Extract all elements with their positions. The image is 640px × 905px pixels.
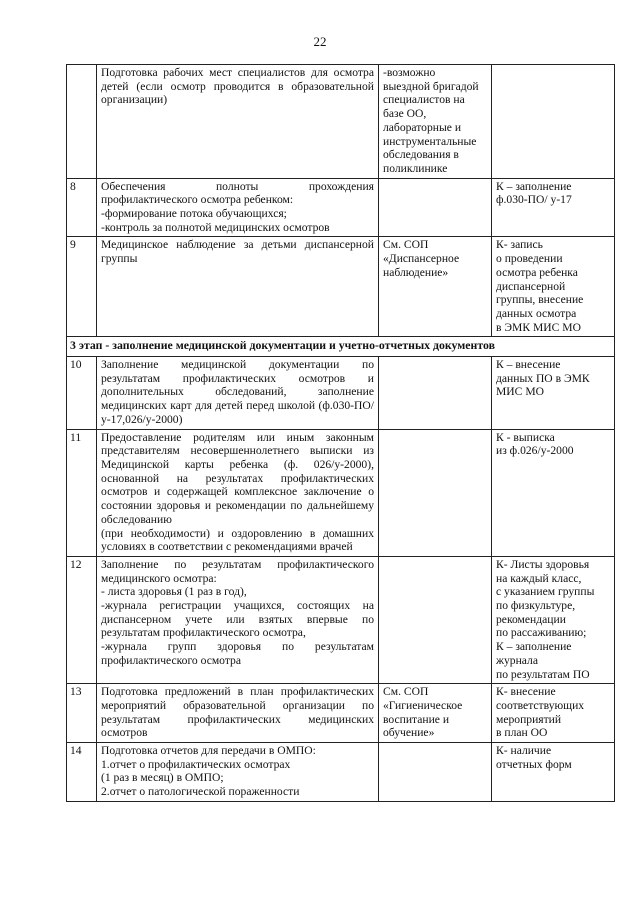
document-cell — [379, 65, 492, 179]
action-line: Подготовка предложений в план профилактических мероприятий образовательной организации по результатам профилактических медицинских осмотров — [101, 685, 374, 740]
control-cell — [492, 743, 615, 802]
control-cell — [492, 357, 615, 430]
control-line: К – заполнение — [496, 179, 572, 193]
action-line: Заполнение медицинской документации по результатам профилактических осмотров и дополнительных обследований, заполнение медицинских карт для детей перед школой (ф.030-ПО/у-17,026/у-2000) — [101, 358, 374, 426]
control-cell — [492, 237, 615, 337]
control-line: данных ПО в ЭМК — [496, 371, 590, 385]
control-line: из ф.026/у-2000 — [496, 444, 574, 458]
row-number: 13 — [67, 684, 97, 743]
document-line: См. СОП — [383, 238, 429, 252]
action-cell — [97, 178, 379, 237]
control-line: с указанием группы — [496, 585, 595, 599]
action-line: 1.отчет о профилактических осмотрах — [101, 757, 291, 771]
action-line: - листа здоровья (1 раз в год), — [101, 585, 247, 599]
row-number: 9 — [67, 237, 97, 337]
control-line: данных осмотра — [496, 306, 577, 320]
control-cell — [492, 178, 615, 237]
table-body-stage3 — [67, 357, 615, 802]
document-line: См. СОП — [383, 685, 429, 699]
document-line: воспитание и — [383, 712, 450, 726]
table-row — [67, 684, 615, 743]
document-line: обследования в — [383, 148, 459, 162]
control-line: в план ОО — [496, 726, 548, 740]
control-cell — [492, 429, 615, 556]
action-line: -журнала регистрации учащихся, состоящих на диспансерном учете или взятых впервые по результатам профилактического осмотра, — [101, 599, 374, 640]
control-line: осмотра ребенка — [496, 265, 578, 279]
control-line: К- запись — [496, 238, 543, 252]
control-line: К - выписка — [496, 430, 555, 444]
row-number: 8 — [67, 178, 97, 237]
document-line: лабораторные и — [383, 120, 462, 134]
action-cell — [97, 65, 379, 179]
action-line: -формирование потока обучающихся; — [101, 207, 287, 221]
document-line: «Гигиеническое — [383, 698, 463, 712]
control-line: рекомендации — [496, 612, 566, 626]
document-line: выездной бригадой — [383, 79, 479, 93]
action-line: Предоставление родителям или иным законным представителям несовершеннолетнего выписки из Медицинской карты ребенка (ф. 026/у-2000), основанной на результатах профилактических осмотров и содержащей комплексное заключение о состоянии здоровья и рекомендации по дальнейшему обследованию — [101, 430, 374, 526]
action-cell — [97, 743, 379, 802]
table-row — [67, 237, 615, 337]
action-line: 2.отчет о патологической пораженности — [101, 785, 300, 799]
action-line: Заполнение по результатам профилактического медицинского осмотра: — [101, 557, 374, 585]
stage-header-row — [67, 337, 615, 357]
control-line: К – заполнение — [496, 640, 572, 654]
document-cell — [379, 237, 492, 337]
action-cell — [97, 429, 379, 556]
action-cell — [97, 684, 379, 743]
row-number: 10 — [67, 357, 97, 430]
action-cell — [97, 556, 379, 683]
control-line: диспансерной — [496, 279, 566, 293]
control-line: на каждый класс, — [496, 571, 582, 585]
document-cell — [379, 556, 492, 683]
control-line: соответствующих — [496, 698, 585, 712]
control-line: ф.030-ПО/ у-17 — [496, 193, 572, 207]
table-row — [67, 65, 615, 179]
control-line: мероприятий — [496, 712, 562, 726]
control-line: по результатам ПО — [496, 667, 590, 681]
document-line: инструментальные — [383, 134, 477, 148]
row-number — [67, 65, 97, 179]
document-cell — [379, 178, 492, 237]
row-number: 14 — [67, 743, 97, 802]
document-line: наблюдение» — [383, 265, 449, 279]
control-line: К- внесение — [496, 685, 556, 699]
action-line: Подготовка отчетов для передачи в ОМПО: — [101, 744, 316, 758]
document-line: обучение» — [383, 726, 435, 740]
action-line: (при необходимости) и оздоровлению в домашних условиях в соответствии с рекомендациями врачей — [101, 526, 374, 554]
document-cell — [379, 743, 492, 802]
document-line: базе ОО, — [383, 107, 427, 121]
action-cell — [97, 237, 379, 337]
table-row — [67, 743, 615, 802]
action-line: (1 раз в месяц) в ОМПО; — [101, 771, 224, 785]
page-number: 22 — [313, 34, 327, 49]
control-line: в ЭМК МИС МО — [496, 320, 581, 334]
stage-3-header: 3 этап - заполнение медицинской документации и учетно-отчетных документов — [67, 337, 615, 357]
table-row — [67, 178, 615, 237]
document-line: специалистов на — [383, 93, 465, 107]
control-line: МИС МО — [496, 385, 544, 399]
action-cell — [97, 357, 379, 430]
control-line: К- наличие — [496, 744, 552, 758]
table-body-stage2 — [67, 65, 615, 337]
control-line: журнала — [496, 653, 538, 667]
table-row — [67, 357, 615, 430]
procedure-table — [66, 64, 615, 802]
action-line: -контроль за полнотой медицинских осмотров — [101, 220, 330, 234]
control-cell — [492, 684, 615, 743]
document-cell — [379, 357, 492, 430]
control-line: о проведении — [496, 252, 563, 266]
document-line: поликлинике — [383, 161, 448, 175]
action-line: Медицинское наблюдение за детьми диспансерной группы — [101, 238, 374, 266]
document-cell — [379, 429, 492, 556]
table-row — [67, 429, 615, 556]
control-line: отчетных форм — [496, 757, 572, 771]
action-line: Обеспечения полноты прохождения профилактического осмотра ребенком: — [101, 179, 374, 207]
row-number: 12 — [67, 556, 97, 683]
control-line: по физкультуре, — [496, 599, 576, 613]
document-line: «Диспансерное — [383, 252, 460, 266]
control-line: группы, внесение — [496, 293, 584, 307]
control-line: по рассаживанию; — [496, 626, 587, 640]
document-cell — [379, 684, 492, 743]
control-cell — [492, 556, 615, 683]
row-number: 11 — [67, 429, 97, 556]
document-line: -возможно — [383, 66, 436, 79]
table-body-stage3-header — [67, 337, 615, 357]
action-line: -журнала групп здоровья по результатам профилактического осмотра — [101, 640, 374, 667]
action-line: Подготовка рабочих мест специалистов для осмотра детей (если осмотр проводится в образовательной организации) — [101, 66, 374, 107]
control-line: К- Листы здоровья — [496, 557, 590, 571]
control-line: К – внесение — [496, 358, 561, 372]
table-row — [67, 556, 615, 683]
control-cell — [492, 65, 615, 179]
